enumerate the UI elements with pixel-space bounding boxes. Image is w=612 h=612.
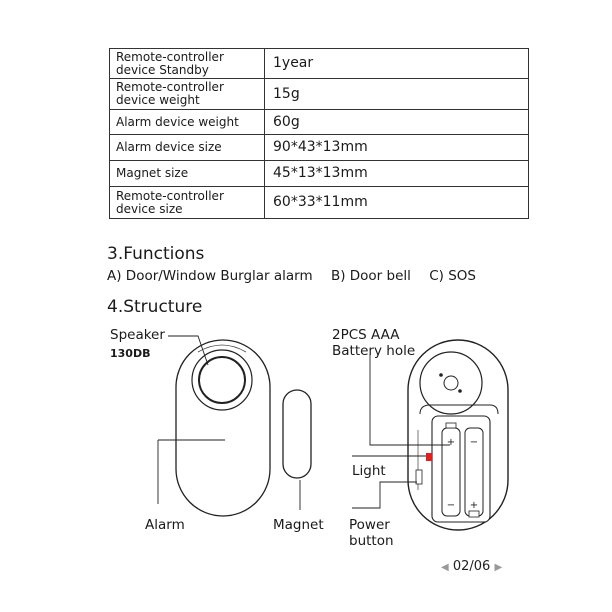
prev-page-icon[interactable]: ◀	[441, 562, 449, 573]
power-label-line2: button	[349, 533, 394, 549]
spec-value: 45*13*13mm	[265, 161, 529, 187]
battery-label-line2: Battery hole	[332, 343, 416, 359]
functions-heading: 3.Functions	[107, 244, 205, 264]
spec-label: Magnet size	[110, 161, 265, 187]
speaker-label: Speaker	[110, 327, 165, 343]
power-label-line1: Power	[349, 517, 390, 533]
light-indicator	[426, 453, 432, 461]
battery-label-line1: 2PCS AAA	[332, 327, 400, 343]
magnet-body	[283, 390, 311, 478]
spec-label: Remote-controller device weight	[110, 79, 265, 110]
power-label	[349, 517, 394, 549]
speaker-icon	[199, 357, 245, 403]
spec-value: 15g	[265, 79, 529, 110]
spec-label: Remote-controller device size	[110, 187, 265, 219]
light-label: Light	[352, 463, 386, 479]
svg-text:−: −	[469, 437, 479, 448]
svg-text:−: −	[446, 500, 456, 511]
page-number: 02/06	[452, 559, 491, 574]
spec-label: Remote-controller device Standby	[110, 49, 265, 79]
speaker-db-label: 130DB	[110, 347, 151, 360]
next-page-icon[interactable]: ▶	[494, 562, 503, 573]
page-indicator	[441, 559, 502, 574]
spec-value: 90*43*13mm	[265, 135, 529, 161]
magnet-label: Magnet	[273, 517, 324, 533]
spec-label: Alarm device weight	[110, 110, 265, 135]
svg-text:+: +	[446, 437, 456, 448]
power-leader	[352, 482, 417, 508]
function-item: B) Door bell	[330, 268, 411, 284]
structure-heading: 4.Structure	[107, 297, 203, 317]
function-item: A) Door/Window Burglar alarm	[107, 268, 313, 284]
spec-value: 1year	[265, 49, 529, 79]
battery-label	[332, 327, 415, 359]
alarm-label: Alarm	[145, 517, 185, 533]
function-item: C) SOS	[429, 268, 476, 284]
spec-value: 60*33*11mm	[265, 187, 529, 219]
spec-value: 60g	[265, 110, 529, 135]
spec-label: Alarm device size	[110, 135, 265, 161]
svg-text:+: +	[469, 500, 479, 511]
